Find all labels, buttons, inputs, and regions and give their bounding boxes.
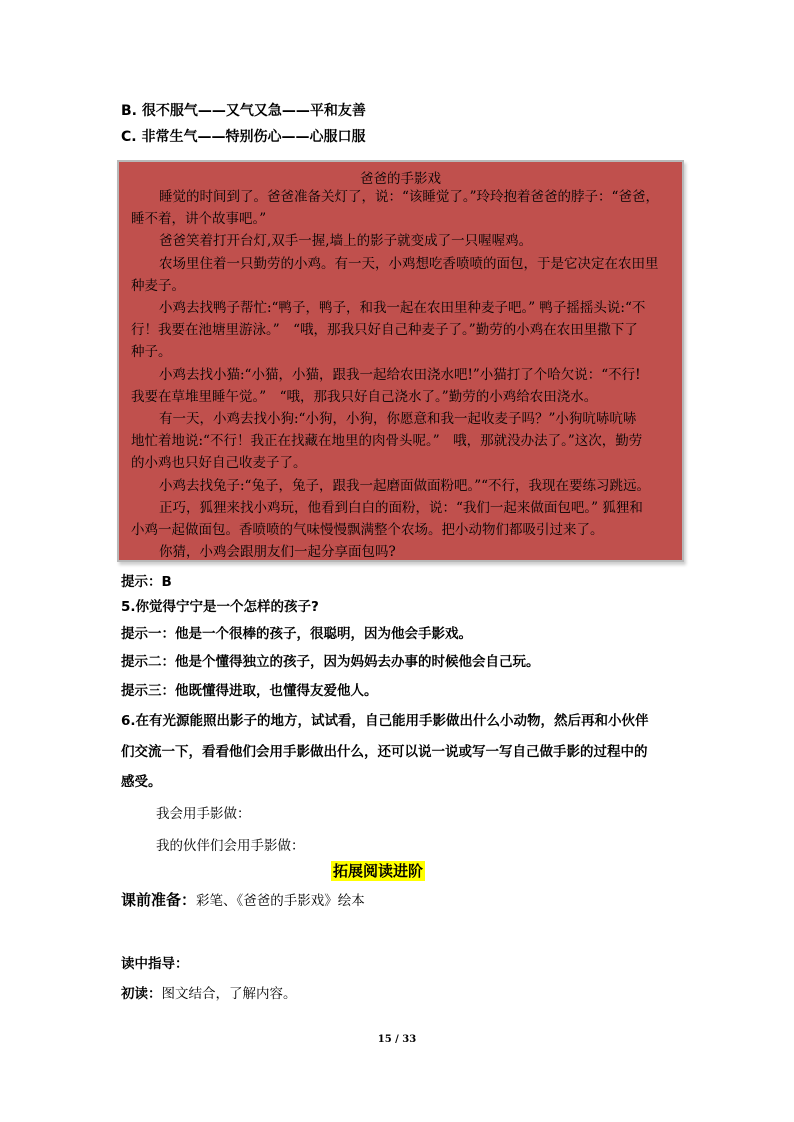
extension-heading: 拓展阅读进阶	[332, 862, 423, 880]
story-line: 小鸡去找鸭子帮忙:“鸭子，鸭子，和我一起在农田里种麦子吧。” 鸭子摇摇头说:“不	[159, 300, 646, 316]
hint-one: 提示一：他是一个很棒的孩子，很聪明，因为他会手影戏。	[121, 626, 472, 642]
story-line: 小鸡去找兔子:“兔子，兔子，跟我一起磨面做面粉吧。”“不行，我现在要练习跳远。	[159, 477, 651, 494]
fill-my-shadow: 我会用手影做：	[156, 806, 251, 822]
story-line: 种麦子。	[131, 277, 185, 294]
story-title: 爸爸的手影戏	[360, 171, 441, 187]
first-read-value: 图文结合，了解内容。	[161, 986, 297, 1002]
story-line: 睡不着，讲个故事吧。”	[131, 211, 267, 228]
story-line: 我要在草堆里睡午觉。” “哦，那我只好自己浇水了。”勤劳的小鸡给农田浇水。	[131, 388, 598, 405]
story-line: 正巧，狐狸来找小鸡玩，他看到白白的面粉，说：“我们一起来做面包吧。” 狐狸和	[159, 499, 643, 516]
prep-label: 课前准备：	[121, 891, 197, 909]
story-line: 的小鸡也只好自己收麦子了。	[131, 455, 307, 472]
story-line: 小鸡去找小猫:“小猫，小猫，跟我一起给农田浇水吧!”小猫打了个哈欠说：“不行!	[159, 366, 641, 383]
story-line: 小鸡一起做面包。香喷喷的气味慢慢飘满整个农场。把小动物们都吸引过来了。	[131, 522, 604, 538]
hint-answer: 提示：B	[121, 574, 172, 590]
story-line: 地忙着地说:“不行！我正在找藏在地里的肉骨头呢。” 哦，那就没办法了。”这次，勤劳	[131, 433, 643, 450]
story-box	[117, 160, 684, 562]
story-line: 行！我要在池塘里游泳。” “哦，那我只好自己种麦子了。”勤劳的小鸡在农田里撒下了	[131, 322, 638, 339]
reading-guide: 读中指导：	[121, 956, 189, 972]
story-line: 有一天，小鸡去找小狗:“小狗，小狗，你愿意和我一起收麦子吗？”小狗吭哧吭哧	[159, 411, 637, 427]
first-read-line	[121, 982, 297, 1002]
fill-partner-shadow: 我的伙伴们会用手影做：	[156, 838, 305, 854]
page-number: 15 / 33	[377, 1034, 417, 1045]
question-5: 5.你觉得宁宁是一个怎样的孩子?	[121, 599, 319, 615]
prep-line	[121, 889, 365, 910]
first-read-label: 初读：	[121, 986, 162, 1002]
story-line: 睡觉的时间到了。爸爸准备关灯了，说：“该睡觉了。”玲玲抱着爸爸的脖子：“爸爸，	[159, 189, 659, 205]
story-line: 种子。	[131, 344, 172, 361]
option-b: B. 很不服气——又气又急——平和友善	[121, 103, 366, 119]
story-line: 爸爸笑着打开台灯,双手一握,墙上的影子就变成了一只喔喔鸡。	[159, 233, 533, 250]
prep-value: 彩笔、《爸爸的手影戏》绘本	[196, 893, 365, 909]
hint-three: 提示三：他既懂得进取，也懂得友爱他人。	[121, 683, 378, 699]
question-6-line-1: 6.在有光源能照出影子的地方，试试看，自己能用手影做出什么小动物，然后再和小伙伴	[121, 713, 649, 729]
question-6-line-2: 们交流一下，看看他们会用手影做出什么，还可以说一说或写一写自己做手影的过程中的	[121, 744, 648, 760]
extension-heading-wrap	[0, 860, 756, 881]
question-6-line-3: 感受。	[121, 774, 162, 790]
story-line: 你猜，小鸡会跟朋友们一起分享面包吗?	[159, 544, 396, 561]
hint-two: 提示二：他是个懂得独立的孩子，因为妈妈去办事的时候他会自己玩。	[121, 654, 540, 670]
story-line: 农场里住着一只勤劳的小鸡。有一天，小鸡想吃香喷喷的面包，于是它决定在农田里	[159, 255, 659, 272]
option-c: C. 非常生气——特别伤心——心服口服	[121, 129, 366, 145]
